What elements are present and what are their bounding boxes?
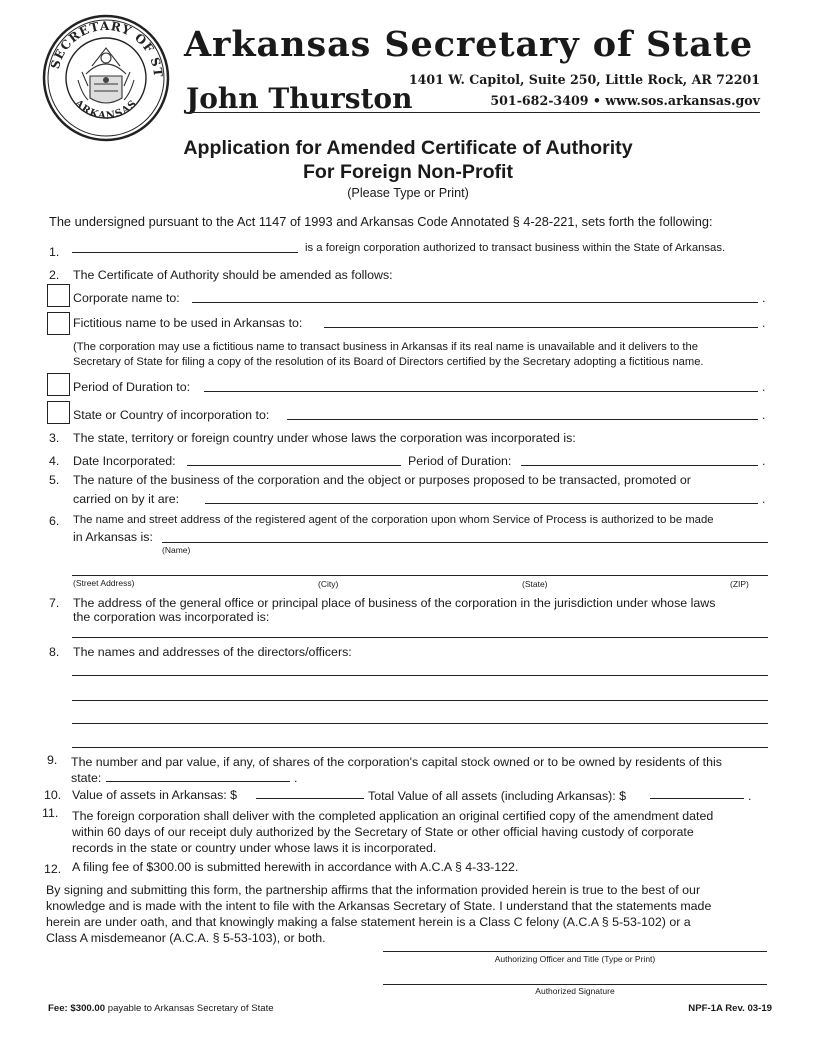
item-5-number: 5. xyxy=(49,473,60,487)
fee-amount: Fee: $300.00 xyxy=(48,1003,106,1014)
principal-office-field[interactable] xyxy=(72,637,768,638)
item-6-text-line-1: The name and street address of the registered agent of the corporation upon whom Service of Process is authorized to be made xyxy=(73,514,714,526)
fee-note xyxy=(48,1003,274,1014)
item-5-text-line-2: carried on by it are: xyxy=(73,492,180,506)
fictitious-name-field[interactable] xyxy=(324,327,758,328)
agency-address: 1401 W. Capitol, Suite 250, Little Rock, AR 72201 xyxy=(408,72,760,87)
officer-title-field[interactable] xyxy=(383,951,767,952)
header-rule xyxy=(184,112,760,113)
corporate-name-label: Corporate name to: xyxy=(73,291,180,305)
item-11-text-line-3: records in the state or country under whose laws it is incorporated. xyxy=(72,841,437,855)
item-7-text-line-1: The address of the general office or principal place of business of the corporation in the jurisdiction under whose laws xyxy=(73,596,716,610)
agent-name-caption: (Name) xyxy=(162,545,191,555)
capital-stock-field[interactable] xyxy=(106,781,290,782)
directors-field-line-4[interactable] xyxy=(72,747,768,748)
item-12-number: 12. xyxy=(44,862,62,876)
period-mark: . xyxy=(762,291,766,305)
item-9-number: 9. xyxy=(47,753,58,767)
item-3-text: The state, territory or foreign country under whose laws the corporation was incorporated is: xyxy=(73,431,576,445)
registered-agent-address-field[interactable] xyxy=(72,575,768,576)
fictitious-note-line-1: (The corporation may use a fictitious name to transact business in Arkansas if its real name is unavailable and it delivers to the xyxy=(73,341,698,353)
period-duration-label: Period of Duration to: xyxy=(73,380,191,394)
agent-city-caption: (City) xyxy=(318,579,339,589)
item-3-number: 3. xyxy=(49,431,60,445)
agent-street-caption: (Street Address) xyxy=(73,578,135,588)
arkansas-assets-label: Value of assets in Arkansas: $ xyxy=(72,788,238,802)
date-incorporated-label: Date Incorporated: xyxy=(73,454,176,468)
state-seal xyxy=(42,14,170,142)
item-9-text-line-2: state: xyxy=(71,771,102,785)
agent-state-caption: (State) xyxy=(522,579,548,589)
seal-top-text: SECRETARY OF ST xyxy=(47,18,166,78)
date-incorporated-field[interactable] xyxy=(187,465,401,466)
fictitious-name-checkbox[interactable] xyxy=(47,312,70,335)
period-of-duration-label: Period of Duration: xyxy=(408,454,512,468)
fictitious-name-label: Fictitious name to be used in Arkansas to: xyxy=(73,316,303,330)
directors-field-line-2[interactable] xyxy=(72,700,768,701)
official-name: John Thurston xyxy=(186,82,413,115)
item-4-number: 4. xyxy=(49,454,60,468)
total-assets-label: Total Value of all assets (including Arkansas): $ xyxy=(368,789,627,803)
form-title: Application for Amended Certificate of Authority xyxy=(183,137,633,159)
business-nature-field[interactable] xyxy=(205,503,758,504)
period-mark: . xyxy=(762,316,766,330)
item-1-number: 1. xyxy=(49,245,60,259)
item-9-text-line-1: The number and par value, if any, of shares of the corporation's capital stock owned or to be owned by residents of this xyxy=(71,755,722,769)
period-mark: . xyxy=(762,492,766,506)
item-1-text: is a foreign corporation authorized to transact business within the State of Arkansas. xyxy=(305,242,726,254)
period-of-duration-field[interactable] xyxy=(521,465,758,466)
total-assets-field[interactable] xyxy=(650,798,744,799)
item-11-text-line-1: The foreign corporation shall deliver with the completed application an original certified copy of the amendment dated xyxy=(72,809,714,823)
affirmation-line-2: knowledge and is made with the intent to file with the Arkansas Secretary of State. I understand that the statements made xyxy=(46,899,712,913)
affirmation-line-3: herein are under oath, and that knowingly making a false statement herein is a Class C felony (A.C.A § 5-53-102) or a xyxy=(46,915,691,929)
affirmation-line-4: Class A misdemeanor (A.C.A. § 5-53-103), or both. xyxy=(46,931,326,945)
affirmation-line-1: By signing and submitting this form, the partnership affirms that the information provided herein is true to the best of our xyxy=(46,883,701,897)
item-12-text: A filing fee of $300.00 is submitted herewith in accordance with A.C.A § 4-33-122. xyxy=(72,860,519,874)
directors-field-line-3[interactable] xyxy=(72,723,768,724)
period-mark: . xyxy=(294,771,298,785)
state-country-field[interactable] xyxy=(287,419,758,420)
signature-field[interactable] xyxy=(383,984,767,985)
seal-bottom-text: ARKANSAS xyxy=(72,98,140,122)
item-7-number: 7. xyxy=(49,596,60,610)
item-5-text-line-1: The nature of the business of the corporation and the object or purposes proposed to be transacted, promoted or xyxy=(73,473,691,487)
state-country-checkbox[interactable] xyxy=(47,401,70,424)
directors-field-line-1[interactable] xyxy=(72,675,768,676)
form-instruction: (Please Type or Print) xyxy=(347,186,469,200)
arkansas-assets-field[interactable] xyxy=(256,798,364,799)
item-7-text-line-2: the corporation was incorporated is: xyxy=(73,610,270,624)
item-8-number: 8. xyxy=(49,645,60,659)
fictitious-note-line-2: Secretary of State for filing a copy of the resolution of its Board of Directors certified by the Secretary adopting a fictitious name. xyxy=(73,356,704,368)
period-duration-checkbox[interactable] xyxy=(47,373,70,396)
corporate-name-checkbox[interactable] xyxy=(47,284,70,307)
form-subtitle: For Foreign Non-Profit xyxy=(302,161,514,183)
signature-caption: Authorized Signature xyxy=(535,986,615,996)
item-10-number: 10. xyxy=(44,788,62,802)
officer-title-caption: Authorizing Officer and Title (Type or Print) xyxy=(494,954,656,964)
item-11-text-line-2: within 60 days of our receipt duly authorized by the Secretary of State or other official having custody of corporate xyxy=(72,825,694,839)
agency-name: Arkansas Secretary of State xyxy=(184,24,754,65)
fee-payable-text: payable to Arkansas Secretary of State xyxy=(105,1003,274,1014)
period-mark: . xyxy=(762,408,766,422)
agent-zip-caption: (ZIP) xyxy=(730,579,749,589)
period-mark: . xyxy=(748,789,752,803)
form-id: NPF-1A Rev. 03-19 xyxy=(688,1003,772,1014)
period-mark: . xyxy=(762,454,766,468)
agency-contact: 501-682-3409 • www.sos.arkansas.gov xyxy=(490,93,760,108)
intro-text: The undersigned pursuant to the Act 1147 of 1993 and Arkansas Code Annotated § 4-28-221, sets forth the following: xyxy=(49,214,713,229)
item-8-text: The names and addresses of the directors/officers: xyxy=(73,645,352,659)
item-6-text-line-2: in Arkansas is: xyxy=(73,530,153,544)
period-duration-field[interactable] xyxy=(204,391,758,392)
item-11-number: 11. xyxy=(42,806,59,820)
corporation-name-field[interactable] xyxy=(72,252,298,253)
item-6-number: 6. xyxy=(49,514,60,528)
corporate-name-field[interactable] xyxy=(192,302,758,303)
registered-agent-name-field[interactable] xyxy=(162,542,768,543)
item-2-number: 2. xyxy=(49,268,60,282)
state-country-label: State or Country of incorporation to: xyxy=(73,408,270,422)
item-2-text: The Certificate of Authority should be amended as follows: xyxy=(73,268,393,282)
period-mark: . xyxy=(762,380,766,394)
